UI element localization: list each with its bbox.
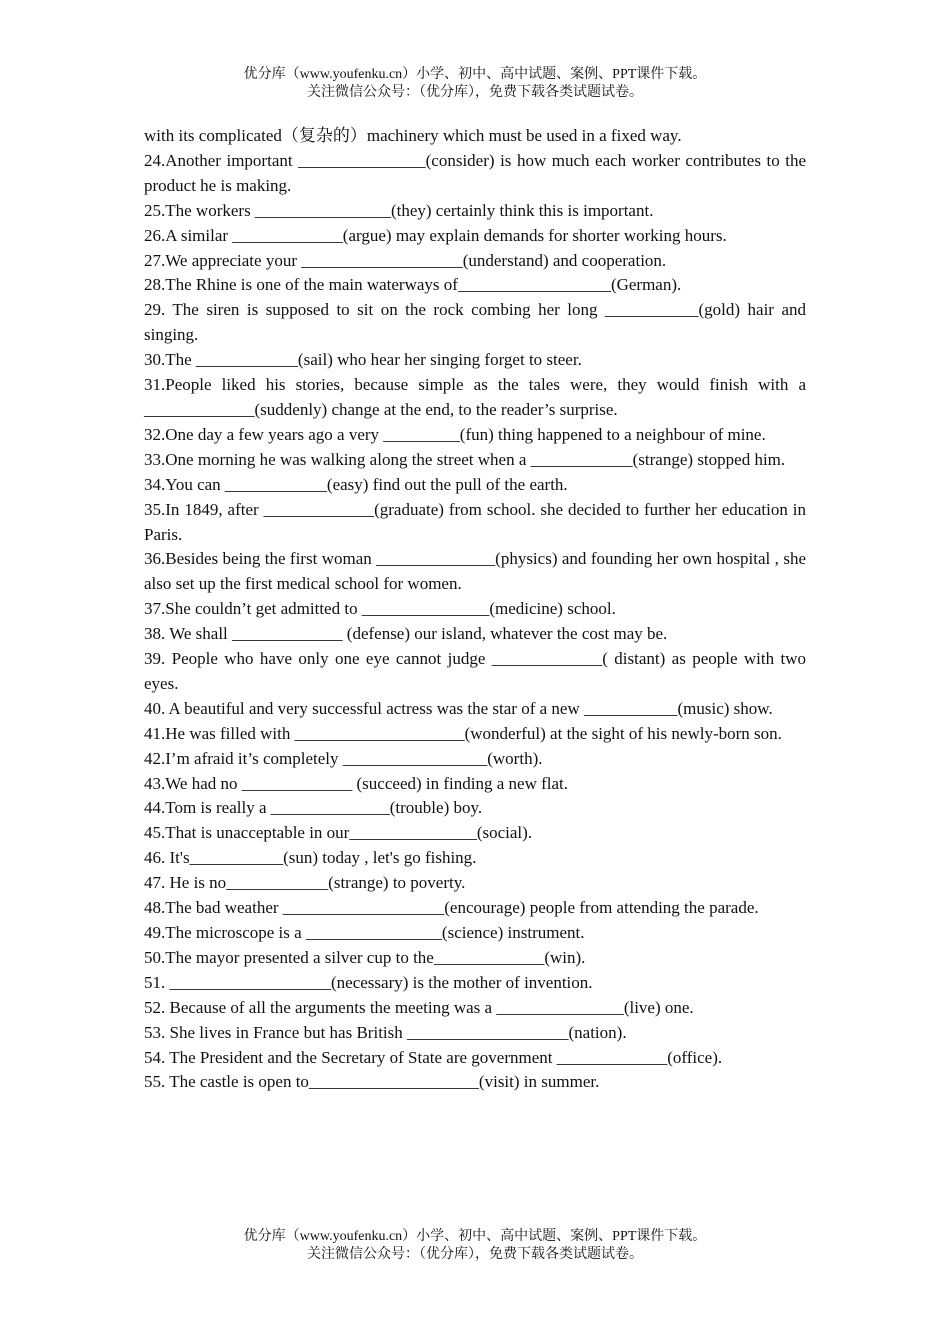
exercise-list <box>144 124 806 1095</box>
exercise-item-34: 34.You can ____________(easy) find out the pull of the earth. <box>144 474 568 494</box>
exercise-item-49: 49.The microscope is a ________________(science) instrument. <box>144 923 585 942</box>
footer-line-2: 关注微信公众号：（优分库），免费下载各类试题试卷。 <box>307 1247 643 1262</box>
exercise-item-25: 25.The workers ________________(they) certainly think this is important. <box>144 200 654 220</box>
exercise-item-43: 43.We had no _____________ (succeed) in finding a new flat. <box>144 773 568 793</box>
exercise-item-50: 50.The mayor presented a silver cup to the_____________(win). <box>144 947 586 967</box>
exercise-item-35: 35.In 1849, after _____________(graduate) from school. she decided to further her education in Paris. <box>144 499 806 544</box>
exercise-item-32: 32.One day a few years ago a very _________(fun) thing happened to a neighbour of mine. <box>144 424 766 444</box>
exercise-item-36: 36.Besides being the first woman ______________(physics) and founding her own hospital , she also set up the first medical school for women. <box>144 549 806 594</box>
exercise-item-44: 44.Tom is really a ______________(trouble) boy. <box>144 798 483 818</box>
exercise-item-41: 41.He was filled with ____________________(wonderful) at the sight of his newly-born son. <box>144 723 782 743</box>
page-footer <box>0 1228 950 1264</box>
exercise-item-39: 39. People who have only one eye cannot judge _____________( distant) as people with two eyes. <box>144 649 806 693</box>
exercise-item-45: 45.That is unacceptable in our_______________(social). <box>144 823 533 843</box>
exercise-item-52: 52. Because of all the arguments the meeting was a _______________(live) one. <box>144 997 694 1017</box>
exercise-item-51: 51. ___________________(necessary) is the mother of invention. <box>144 972 593 992</box>
footer-line-1: 优分库（www.youfenku.cn）小学、初中、高中试题、案例、PPT课件下载。 <box>243 1229 707 1244</box>
exercise-item-38: 38. We shall _____________ (defense) our island, whatever the cost may be. <box>144 624 668 644</box>
exercise-item-47: 47. He is no____________(strange) to poverty. <box>144 873 466 893</box>
exercise-item-53: 53. She lives in France but has British ___________________(nation). <box>144 1022 627 1042</box>
header-line-1: 优分库（www.youfenku.cn）小学、初中、高中试题、案例、PPT课件下载。 <box>243 67 707 82</box>
page-header <box>0 66 950 102</box>
exercise-item-46: 46. It's___________(sun) today , let's go fishing. <box>144 848 477 868</box>
exercise-item-40: 40. A beautiful and very successful actress was the star of a new ___________(music) show. <box>144 698 773 718</box>
exercise-item-30: 30.The ____________(sail) who hear her singing forget to steer. <box>144 350 582 370</box>
exercise-item-24: 24.Another important _______________(consider) is how much each worker contributes to the product he is making. <box>144 150 806 195</box>
exercise-item-29: 29. The siren is supposed to sit on the rock combing her long ___________(gold) hair and singing. <box>144 300 806 345</box>
exercise-item-28: 28.The Rhine is one of the main waterways of__________________(German). <box>144 275 682 295</box>
exercise-item-31: 31.People liked his stories, because simple as the tales were, they would finish with a _____________(suddenly) change at the end, to the reader’s surprise. <box>144 375 806 419</box>
exercise-item-48: 48.The bad weather ___________________(encourage) people from attending the parade. <box>144 898 759 918</box>
exercise-item-37: 37.She couldn’t get admitted to _______________(medicine) school. <box>144 599 616 619</box>
exercise-item-continuation: with its complicated（复杂的）machinery which must be used in a fixed way. <box>144 126 682 145</box>
exercise-item-55: 55. The castle is open to____________________(visit) in summer. <box>144 1072 600 1092</box>
exercise-item-26: 26.A similar _____________(argue) may explain demands for shorter working hours. <box>144 225 727 245</box>
header-line-2: 关注微信公众号：（优分库），免费下载各类试题试卷。 <box>307 85 643 100</box>
exercise-item-42: 42.I’m afraid it’s completely _________________(worth). <box>144 748 543 768</box>
exercise-item-27: 27.We appreciate your ___________________(understand) and cooperation. <box>144 250 667 270</box>
exercise-item-33: 33.One morning he was walking along the street when a ____________(strange) stopped him. <box>144 449 786 469</box>
exercise-item-54: 54. The President and the Secretary of State are government _____________(office). <box>144 1047 723 1067</box>
